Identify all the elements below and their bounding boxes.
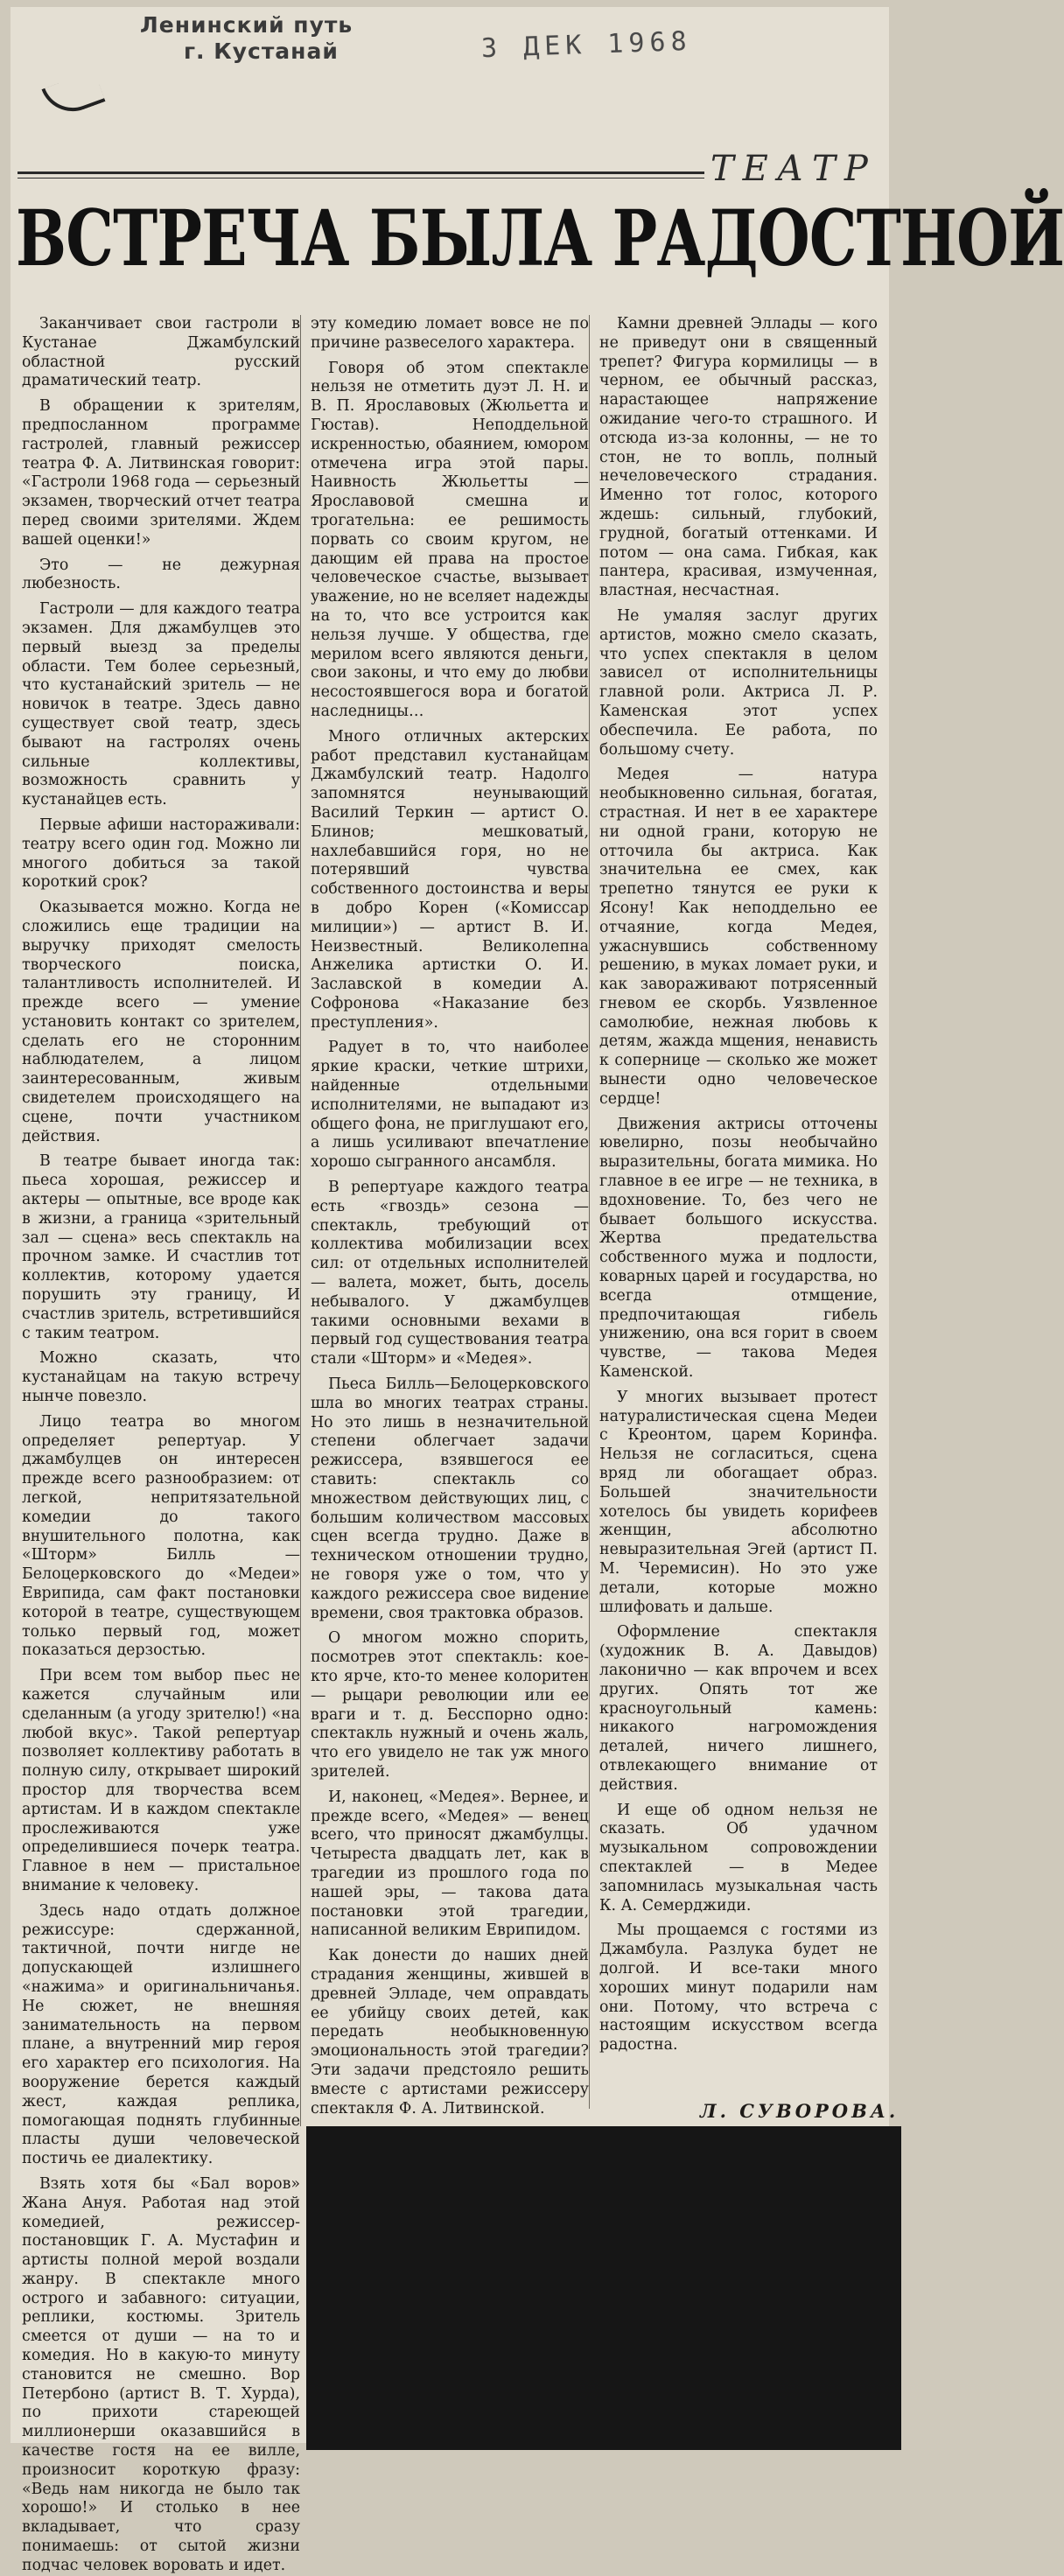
paragraph: Взять хотя бы «Бал воров» Жана Ануя. Работая над этой комедией, режиссер-постановщик Г. А. Мустафин и артисты полной мерой воздали жанру. В спектакле много острого и забавного: ситуации, реплики, костюмы. Зритель смеется от души — на то и комедия. Но в какую-то минуту становится не смешно. Вор Петербоно (артист В. Т. Хурда), по прихоти стареющей миллионерши оказавшийся в качестве гостя на ее вилле, произносит короткую фразу: «Ведь нам никогда не было так хорошо!» И столько в нее вкладывает, что сразу понимаешь: от сытой жизни подчас человек воровать и идет. [22, 2174, 300, 2574]
paragraph: эту комедию ломает вовсе не по причине развеселого характера. [311, 315, 589, 352]
paragraph: Мы прощаемся с гостями из Джамбула. Разлука будет не долгой. И все-таки много хороших минут подарили нам они. Потому, что встреча с настоящим искусством всегда радостна. [599, 1922, 878, 2054]
paragraph: При всем том выбор пьес не кажется случайным или сделанным (а угоду зрителю!) «на любой вкус». Такой репертуар позволяет коллективу работать в полную силу, открывает широкий простор для творчества всем артистам. И в каждом спектакле прослеживаются уже определившиеся почерк театра. Главное в нем — пристальное внимание к человеку. [22, 1667, 300, 1894]
rubric-rule [18, 172, 704, 174]
paragraph: Движения актрисы отточены ювелирно, позы необычайно выразительны, богата мимика. Но главное в ее игре — не техника, в вдохновение. То, без чего не бывает большого искусства. Жертва предательства собственного мужа и подлости, коварных царей и государства, но всегда отмщение, предпочитающая гибель унижению, она вся горит в своем чувстве, — такова Медея Каменской. [599, 1115, 878, 1382]
column-divider [589, 315, 590, 2109]
article-column-2 [311, 315, 589, 2118]
article-column-1 [22, 315, 300, 2574]
paragraph: Пьеса Билль—Белоцерковского шла во многих театрах страны. Но это лишь в незначительной степени облегчает задачи режиссера, взявшегося ее ставить: спектакль со множеством действующих лиц, с большим количеством массовых сцен всегда трудно. Даже в техническом отношении трудно, не говоря уже о том, что у каждого режиссера свое видение времени, своя трактовка образов. [311, 1376, 589, 1622]
article-column-3 [599, 315, 878, 2109]
paragraph: Радует в то, что наиболее яркие краски, четкие штрихи, найденные отдельными исполнителями, не выпадают из общего фона, не приглушают его, а лишь усиливают впечатление хорошо сыгранного ансамбля. [311, 1039, 589, 1172]
paragraph: Медея — натура необыкновенно сильная, богатая, страстная. И нет в ее характере ни одной грани, которую не отточила бы актриса. Как значительна ее смех, как трепетно тянутся ее руки к Ясону! Как неподдельно ее отчаяние, когда Медея, ужаснувшись собственному решению, в муках ломает руки, и как завораживают потрясенный гневом ее скорбь. Уязвленное самолюбие, нежная любовь к детям, жажда мщения, ненависть к сопернице — сколько же может вынести одно человеческое сердце! [599, 766, 878, 1108]
paragraph: Говоря об этом спектакле нельзя не отметить дуэт Л. Н. и В. П. Ярославовых (Жюльетта и Гюстав). Неподдельной искренностью, обаянием, юмором отмечена игра этой пары. Наивность Жюльетты — Ярославовой смешна и трогательна: ее решимость порвать со своим кругом, не дающим ей права на простое человеческое счастье, вызывает уважение, но не вселяет надежды на то, что все устроится как нельзя лучше. У общества, где мерилом всего являются деньги, свои законы, и что ему до любви несостоявшегося вора и богатой наследницы… [311, 359, 589, 720]
newspaper-stamp [140, 12, 376, 65]
paragraph: Много отличных актерских работ представил кустанайцам Джамбулский театр. Надолго запомнятся неунывающий Василий Теркин — артист О. Блинов; мешковатый, нахлебавшийся горя, но не потерявший чувства собственного достоинства и веры в добро Корен («Комиссар милиции») — артист В. И. Неизвестный. Великолепна Анжелика артистки О. И. Заславской в комедии А. Софронова «Наказание без преступления». [311, 727, 589, 1032]
article-headline: ВСТРЕЧА БЫЛА РАДОСТНОЙ [16, 192, 1064, 284]
paragraph: Первые афиши настораживали: театру всего один год. Можно ли многого добиться за такой короткий срок? [22, 816, 300, 892]
paragraph: Можно сказать, что кустанайцам на такую встречу нынче повезло. [22, 1349, 300, 1406]
paragraph: Здесь надо отдать должное режиссуре: сдержанной, тактичной, почти нигде не допускающей излишнего «нажима» и оригинальничанья. Не сюжет, не внешняя занимательность на первом плане, а внутренний мир героя его характер его психология. На вооружение берется каждый жест, каждая реплика, помогающая поднять глубинные пласты души человеческой постичь ее диалектику. [22, 1901, 300, 2168]
scan-background [306, 2126, 901, 2450]
paragraph: О многом можно спорить, посмотрев этот спектакль: кое-кто ярче, кто-то менее колоритен — рыцари революции или ее враги и т. д. Бесспорно одно: спектакль нужный и очень жаль, что его увидело не так уж много зрителей. [311, 1629, 589, 1781]
column-divider [300, 315, 301, 2126]
paragraph: Гастроли — для каждого театра экзамен. Для джамбулцев это первый выезд за пределы области. Тем более серьезный, что кустанайский зритель — не новичок в театре. Здесь давно существует свой театр, здесь бывают на гастролях очень сильные коллективы, возможность сравнить у кустанайцев есть. [22, 600, 300, 809]
paragraph: В обращении к зрителям, предпосланном программе гастролей, главный режиссер театра Ф. А. Литвинская говорит: «Гастроли 1968 года — серьезный экзамен, творческий отчет театра перед своими зрителями. Ждем вашей оценки!» [22, 397, 300, 549]
paragraph: И еще об одном нельзя не сказать. Об удачном музыкальном сопровождении спектаклей — в Медее запомнилась музыкальная часть К. А. Семерджиди. [599, 1801, 878, 1914]
paragraph: Оказывается можно. Когда не сложились еще традиции на выручку приходят смелость творческого поиска, талантливость исполнителей. И прежде всего — умение установить контакт со зрителем, сделать его не сторонним наблюдателем, а лицом заинтересованным, живым свидетелем происходящего на сцене, почти участником действия. [22, 899, 300, 1145]
paragraph: Оформление спектакля (художник В. А. Давыдов) лаконично — как впрочем и всех других. Опять тот же красноугольный камень: никакого нагромождения деталей, ничего лишнего, отвлекающего внимание от действия. [599, 1623, 878, 1794]
paragraph: И, наконец, «Медея». Вернее, и прежде всего, «Медея» — венец всего, что приносят джамбулцы. Четыреста двадцать лет, как в трагедии из прошлого года по нашей эры, — такова дата постановки этой трагедии, написанной великим Еврипидом. [311, 1788, 589, 1940]
paragraph: Не умаляя заслуг других артистов, можно смело сказать, что успех спектакля в целом зависел от исполнительницы главной роли. Актриса Л. Р. Каменская этот успех обеспечила. Ее работа, по большому счету. [599, 606, 878, 759]
author-signature: Л. СУВОРОВА. [700, 2100, 900, 2122]
paragraph: Заканчивает свои гастроли в Кустанае Джамбулский областной русский драматический театр. [22, 315, 300, 390]
paragraph: В репертуаре каждого театра есть «гвоздь» сезона — спектакль, требующий от коллектива мобилизации всех сил: от отдельных исполнителей — валета, может, быть, досель небывалого. У джамбулцев такими основными вехами в первый год существования театра стали «Шторм» и «Медея». [311, 1179, 589, 1368]
paragraph: Это — не дежурная любезность. [22, 556, 300, 593]
paragraph: Камни древней Эллады — кого не приведут они в священный трепет? Фигура кормилицы — в черном, ее обычный рассказ, нарастающее напряжение ожидание чего-то страшного. И отсюда из-за колонны, — не то стон, не то вопль, полный нечеловеческого страдания. Именно тот голос, которого ждешь: сильный, глубокий, грудной, богатый оттенками. И потом — она сама. Гибкая, как пантера, красивая, измученная, властная, несчастная. [599, 315, 878, 600]
newspaper-name: Ленинский путь [140, 12, 354, 38]
date-stamp: 3 ДЕК 1968 [480, 25, 693, 65]
rubric-label: ТЕАТР [710, 149, 877, 189]
paragraph: Как донести до наших дней страдания женщины, жившей в древней Элладе, чем оправдать ее убийцу своих детей, как передать необыкновенную эмоциональность этой трагедии? Эти задачи предстояло решить вместе с артистами режиссеру спектакля Ф. А. Литвинской. [311, 1947, 589, 2118]
paragraph: Лицо театра во многом определяет репертуар. У джамбулцев он интересен прежде всего разнообразием: от легкой, непритязательной комедии до такого внушительного полотна, как «Шторм» Билль — Белоцерковского до «Медеи» Еврипида, сам факт постановки которой в театре, существующем только первый год, может показаться дерзостью. [22, 1412, 300, 1660]
newspaper-city: г. Кустанай [184, 38, 339, 64]
paragraph: У многих вызывает протест натуралистическая сцена Медеи с Креонтом, царем Коринфа. Нельзя не согласиться, сцена вряд ли обогащает образ. Большей значительности хотелось бы увидеть корифеев женщин, абсолютно невыразительная Эгей (артист П. М. Черемисин). Но это уже детали, которые можно шлифовать и дальше. [599, 1388, 878, 1616]
paragraph: В театре бывает иногда так: пьеса хорошая, режиссер и актеры — опытные, все вроде как в жизни, а граница «зрительный зал — сцена» весь спектакль на прочном замке. И счастлив тот коллектив, которому удается порушить эту границу, И счастлив зритель, встретившийся с таким театром. [22, 1152, 300, 1342]
